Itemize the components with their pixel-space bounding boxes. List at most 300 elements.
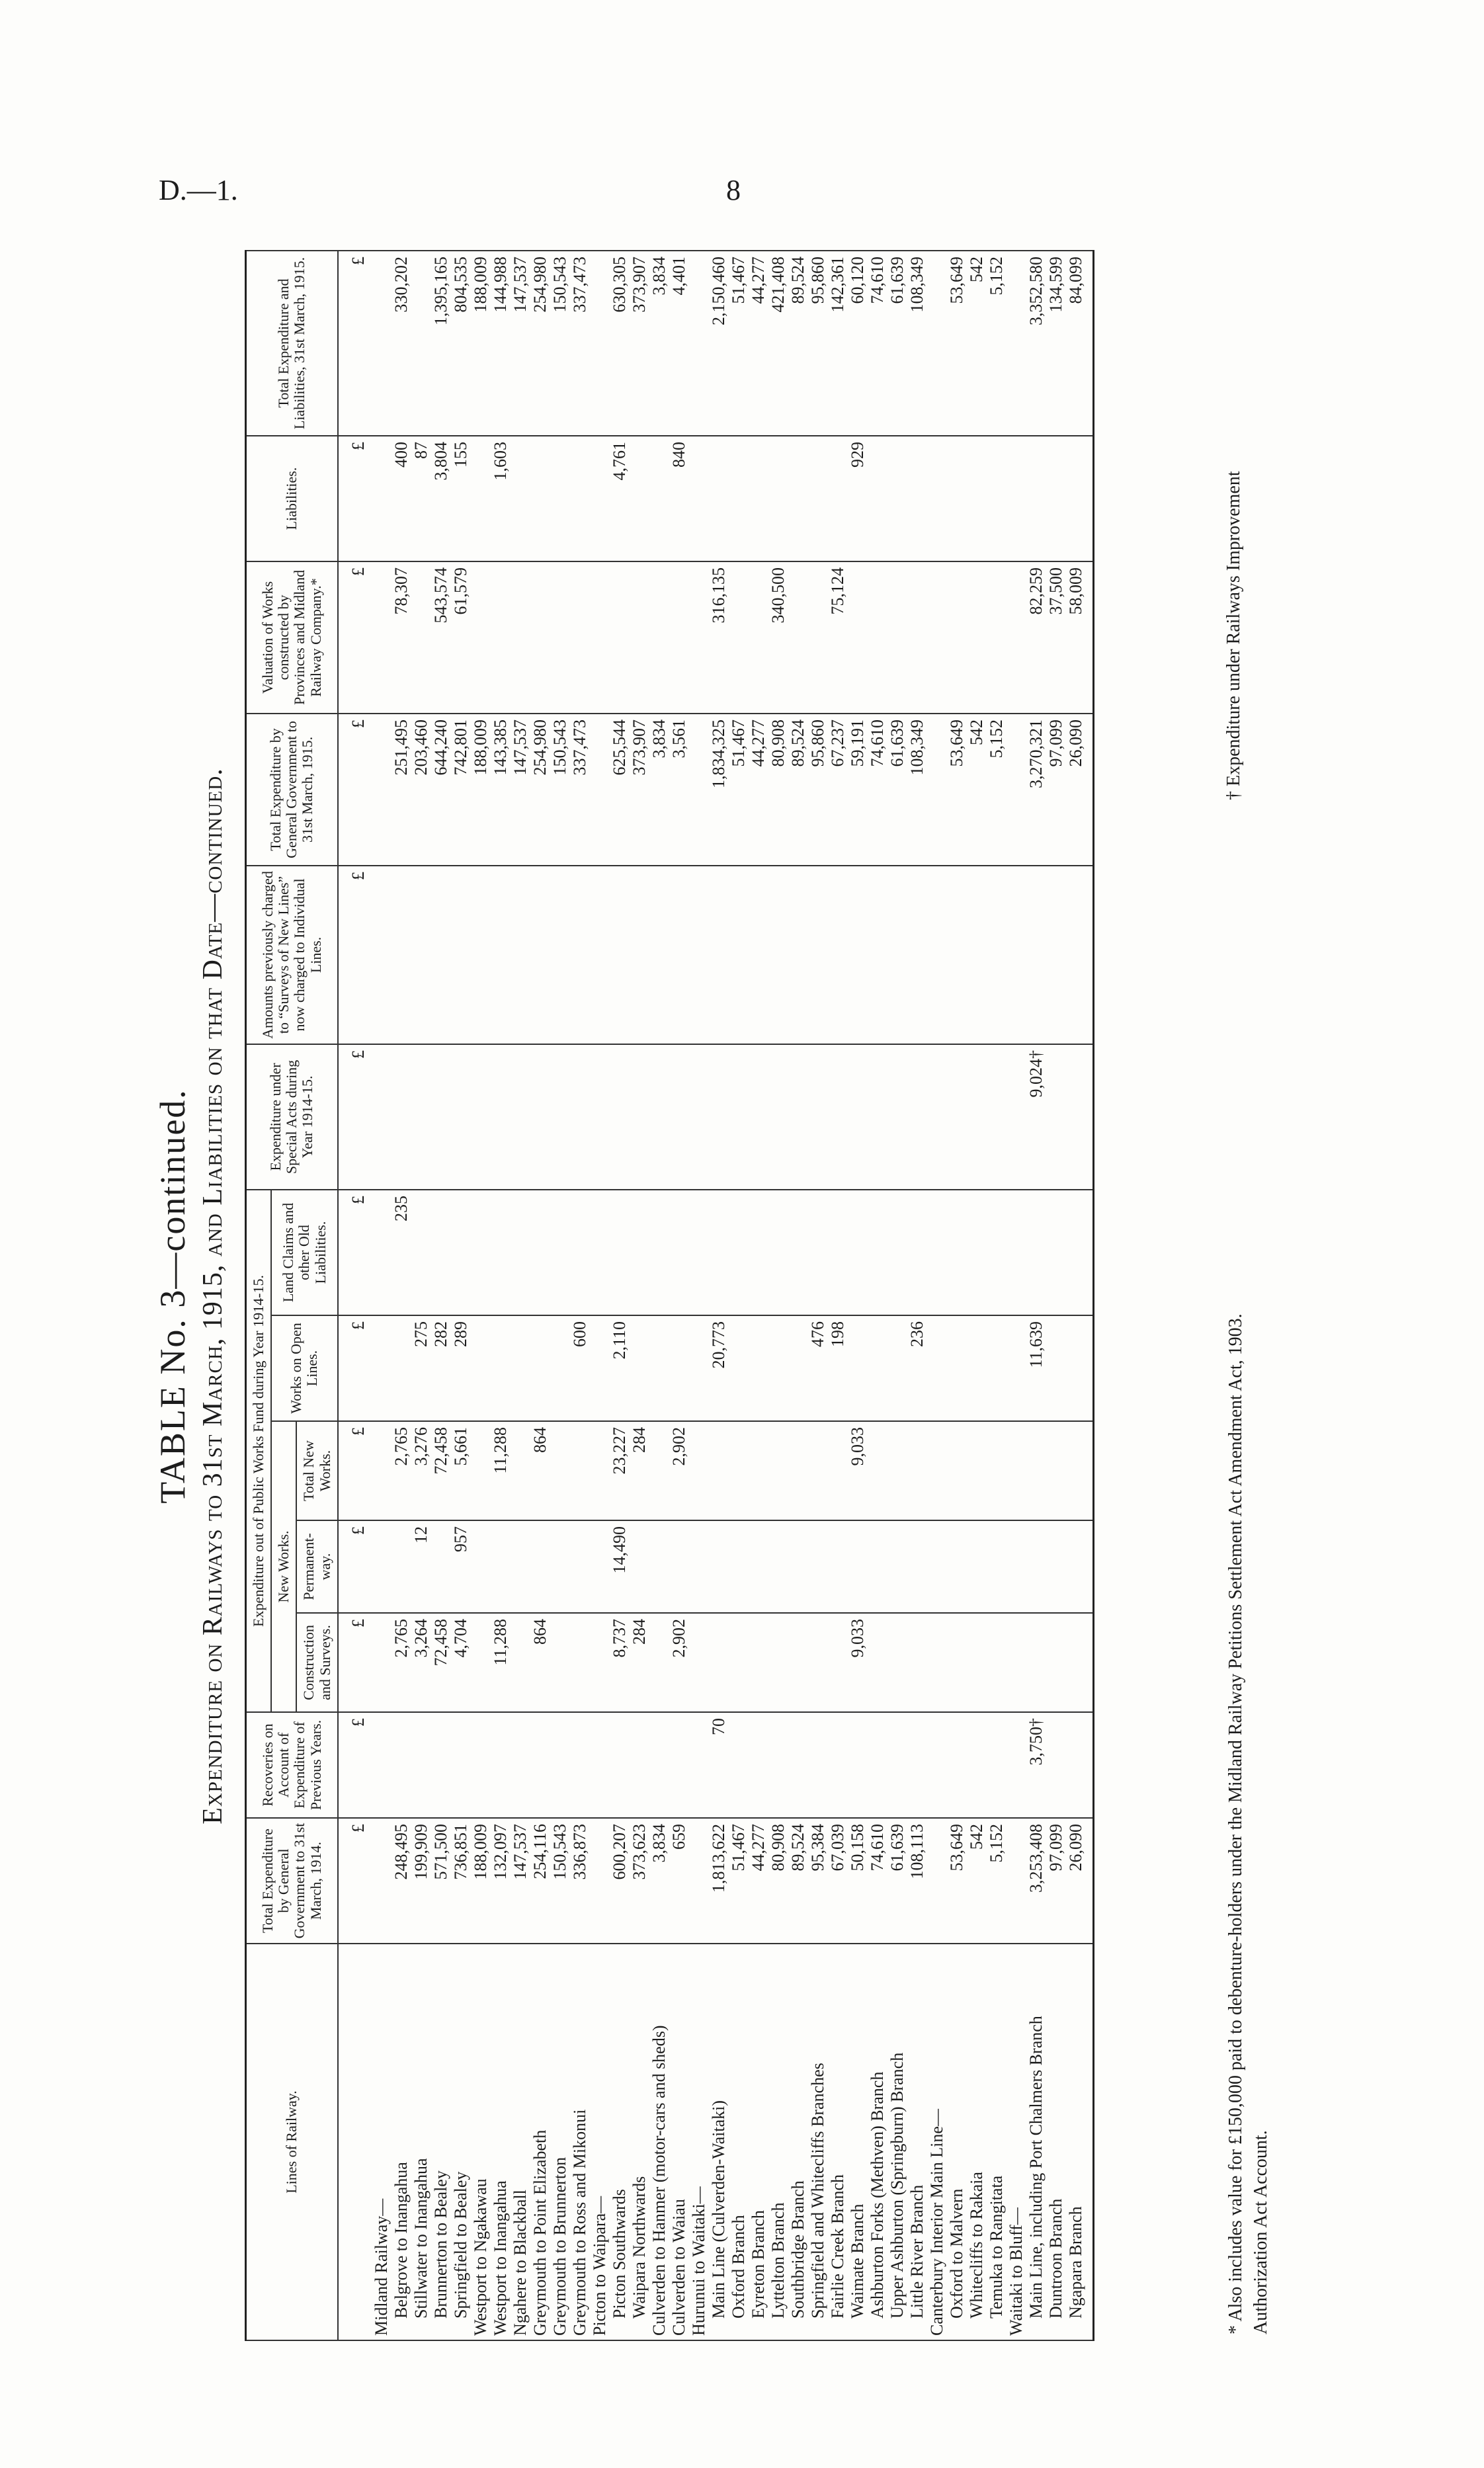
page-number: 8 [726,174,741,206]
value-cell [887,1613,907,1712]
value-cell: 11,288 [491,1421,511,1520]
value-cell [729,1712,749,1818]
value-cell [590,1520,610,1613]
value-cell: 75,124 [828,561,848,714]
value-cell [987,1190,1007,1315]
value-cell [590,1315,610,1421]
value-cell [471,1190,491,1315]
value-cell: 3,834 [649,714,669,866]
value-cell [372,1190,392,1315]
value-cell [491,1520,511,1613]
value-cell [471,866,491,1044]
value-cell [570,1421,590,1520]
value-cell: 2,110 [610,1315,630,1421]
value-cell: 8,737 [610,1613,630,1712]
table-row [530,251,550,2340]
value-cell [927,1315,947,1421]
value-cell [689,1315,709,1421]
line-name: Stillwater to Inangahua [411,1944,431,2340]
value-cell [649,1315,669,1421]
value-cell [372,1712,392,1818]
value-cell [689,714,709,866]
value-cell: 132,097 [491,1818,511,1944]
value-cell [689,1044,709,1190]
unit-cell: £ [338,1613,372,1712]
value-cell: 571,500 [431,1818,451,1944]
value-cell [868,1190,887,1315]
header-valuation: Valuation of Works constructed by Provinces and Midland Railway Company.* [246,561,338,714]
value-cell: 61,639 [887,251,907,436]
value-cell [1026,1190,1046,1315]
table-row [630,251,649,2340]
value-cell [669,1044,689,1190]
value-cell [590,1421,610,1520]
value-cell: 11,639 [1026,1315,1046,1421]
value-cell [868,436,887,561]
value-cell [927,1712,947,1818]
value-cell [828,866,848,1044]
value-cell [709,1421,729,1520]
value-cell: 542 [967,1818,987,1944]
value-cell [590,251,610,436]
table-row [590,251,610,2340]
value-cell [431,866,451,1044]
value-cell [610,561,630,714]
value-cell [749,866,768,1044]
value-cell [768,436,788,561]
header-liabilities: Liabilities. [246,436,338,561]
value-cell [689,1421,709,1520]
value-cell [1007,1613,1026,1712]
value-cell [610,1044,630,1190]
value-cell [689,866,709,1044]
value-cell: 659 [669,1818,689,1944]
value-cell: 644,240 [431,714,451,866]
value-cell [1026,1421,1046,1520]
table-row [868,251,887,2340]
value-cell [1046,1044,1066,1190]
value-cell [947,1712,967,1818]
value-cell [530,1044,550,1190]
value-cell [788,1190,808,1315]
value-cell [649,1421,669,1520]
value-cell: 44,277 [749,1818,768,1944]
value-cell [511,1044,530,1190]
value-cell: 235 [392,1190,411,1315]
value-cell [372,1044,392,1190]
unit-row [338,251,372,2340]
value-cell [788,1315,808,1421]
value-cell [649,1712,669,1818]
table-row [1026,251,1046,2340]
unit-cell: £ [338,1520,372,1613]
value-cell [887,1421,907,1520]
line-name: Fairlie Creek Branch [828,1944,848,2340]
value-cell [491,561,511,714]
value-cell [1046,866,1066,1044]
value-cell: 95,860 [808,251,828,436]
value-cell [530,1315,550,1421]
value-cell: 542 [967,251,987,436]
value-cell [788,1712,808,1818]
value-cell: 400 [392,436,411,561]
value-cell: 742,801 [451,714,471,866]
value-cell [530,561,550,714]
value-cell: 9,033 [848,1613,868,1712]
value-cell [451,1044,471,1190]
table-row [511,251,530,2340]
value-cell [511,436,530,561]
value-cell [887,1190,907,1315]
table-row [887,251,907,2340]
value-cell: 74,610 [868,251,887,436]
value-cell: 37,500 [1046,561,1066,714]
value-cell [768,1421,788,1520]
value-cell [491,866,511,1044]
value-cell [947,1613,967,1712]
value-cell: 3,270,321 [1026,714,1046,866]
value-cell: 282 [431,1315,451,1421]
value-cell [1046,436,1066,561]
line-name: Temuka to Rangitata [987,1944,1007,2340]
value-cell [392,1044,411,1190]
value-cell [411,1044,431,1190]
value-cell: 804,535 [451,251,471,436]
value-cell [729,561,749,714]
table-row [788,251,808,2340]
value-cell [471,436,491,561]
value-cell: 203,460 [411,714,431,866]
value-cell [689,1818,709,1944]
value-cell [511,1520,530,1613]
value-cell [530,1712,550,1818]
value-cell [570,1712,590,1818]
value-cell [630,1315,649,1421]
table-row [729,251,749,2340]
value-cell [848,1190,868,1315]
value-cell: 284 [630,1421,649,1520]
value-cell [907,1613,927,1712]
value-cell: 26,090 [1066,1818,1094,1944]
value-cell [967,561,987,714]
footnote-dagger: † Expenditure under Railways Improvement [1223,471,1244,800]
value-cell [828,1712,848,1818]
value-cell: 95,384 [808,1818,828,1944]
value-cell [808,1421,828,1520]
value-cell [1007,1315,1026,1421]
line-name: Little River Branch [907,1944,927,2340]
footnote-star [1223,1243,1274,2334]
value-cell [1007,561,1026,714]
value-cell [491,1190,511,1315]
value-cell: 67,039 [828,1818,848,1944]
unit-cell: £ [338,1712,372,1818]
value-cell [590,561,610,714]
header-total-new: Total New Works. [296,1421,337,1520]
table-row [927,251,947,2340]
value-cell: 95,860 [808,714,828,866]
value-cell [768,866,788,1044]
value-cell: 23,227 [610,1421,630,1520]
value-cell [987,1520,1007,1613]
table-row [411,251,431,2340]
value-cell: 150,543 [550,1818,570,1944]
value-cell: 373,907 [630,714,649,866]
value-cell [1007,1520,1026,1613]
line-name: Upper Ashburton (Springburn) Branch [887,1944,907,2340]
value-cell [570,866,590,1044]
line-name: Waitaki to Bluff— [1007,1944,1026,2340]
line-name: Culverden to Hanmer (motor-cars and sheds) [649,1944,669,2340]
value-cell: 74,610 [868,714,887,866]
value-cell [1007,1044,1026,1190]
value-cell: 97,099 [1046,714,1066,866]
value-cell [590,436,610,561]
value-cell: 80,908 [768,1818,788,1944]
value-cell: 5,661 [451,1421,471,1520]
value-cell: 11,288 [491,1613,511,1712]
value-cell [590,1712,610,1818]
line-name: Westport to Ngakawau [471,1944,491,2340]
value-cell [1007,1190,1026,1315]
value-cell [511,866,530,1044]
line-name: Main Line, including Port Chalmers Branch [1026,1944,1046,2340]
value-cell [570,1044,590,1190]
value-cell [610,1712,630,1818]
value-cell: 2,765 [392,1421,411,1520]
value-cell [788,1044,808,1190]
line-name: Picton Southwards [610,1944,630,2340]
value-cell: 108,349 [907,251,927,436]
value-cell [610,1190,630,1315]
value-cell [868,1613,887,1712]
value-cell [669,1520,689,1613]
value-cell [1066,866,1094,1044]
value-cell [828,1421,848,1520]
value-cell [669,1712,689,1818]
value-cell [729,1190,749,1315]
value-cell [987,1315,1007,1421]
value-cell [471,1044,491,1190]
value-cell: 108,349 [907,714,927,866]
header-new-works: New Works. [271,1421,296,1712]
table-row [431,251,451,2340]
line-name: Ngapara Branch [1066,1944,1094,2340]
value-cell: 147,537 [511,714,530,866]
value-cell: 61,639 [887,714,907,866]
value-cell [749,1044,768,1190]
line-name: Whitecliffs to Rakaia [967,1944,987,2340]
value-cell [649,1044,669,1190]
table-row [649,251,669,2340]
value-cell: 188,009 [471,1818,491,1944]
value-cell: 600,207 [610,1818,630,1944]
line-name: Greymouth to Ross and Mikonui [570,1944,590,2340]
value-cell: 53,649 [947,1818,967,1944]
value-cell [649,1190,669,1315]
line-name: Oxford Branch [729,1944,749,2340]
value-cell [868,1044,887,1190]
value-cell: 87 [411,436,431,561]
value-cell [749,1421,768,1520]
header-permanent-way: Permanent-way. [296,1520,337,1613]
value-cell [887,866,907,1044]
value-cell [947,1190,967,1315]
table-row [392,251,411,2340]
value-cell: 89,524 [788,1818,808,1944]
value-cell [927,866,947,1044]
value-cell: 82,259 [1026,561,1046,714]
value-cell [649,436,669,561]
value-cell [570,436,590,561]
value-cell [590,1044,610,1190]
value-cell [887,1520,907,1613]
unit-cell: £ [338,436,372,561]
header-total-1914: Total Expenditure by General Government to 31st March, 1914. [246,1818,338,1944]
unit-cell: £ [338,1818,372,1944]
table-row [907,251,927,2340]
value-cell [808,1712,828,1818]
value-cell [768,1520,788,1613]
value-cell: 72,458 [431,1613,451,1712]
value-cell [749,1712,768,1818]
header-surveys: Amounts previously charged to “Surveys of New Lines” now charged to Individual Lines. [246,866,338,1044]
value-cell [927,1421,947,1520]
value-cell [907,1421,927,1520]
value-cell: 254,980 [530,251,550,436]
value-cell [649,561,669,714]
value-cell [749,561,768,714]
value-cell [1066,1315,1094,1421]
value-cell: 4,761 [610,436,630,561]
value-cell [511,1190,530,1315]
value-cell: 336,873 [570,1818,590,1944]
value-cell [610,866,630,1044]
value-cell [630,436,649,561]
value-cell [689,1190,709,1315]
value-cell: 1,603 [491,436,511,561]
value-cell [967,1613,987,1712]
value-cell: 198 [828,1315,848,1421]
table-row [451,251,471,2340]
value-cell [828,1044,848,1190]
value-cell: 316,135 [709,561,729,714]
value-cell [927,1190,947,1315]
value-cell: 254,116 [530,1818,550,1944]
value-cell: 26,090 [1066,714,1094,866]
value-cell: 289 [451,1315,471,1421]
value-cell [788,866,808,1044]
value-cell: 840 [669,436,689,561]
value-cell [1046,1712,1066,1818]
value-cell: 108,113 [907,1818,927,1944]
value-cell: 476 [808,1315,828,1421]
value-cell [967,1520,987,1613]
value-cell: 542 [967,714,987,866]
value-cell [967,1712,987,1818]
value-cell [1007,1421,1026,1520]
value-cell [689,251,709,436]
value-cell [1007,714,1026,866]
value-cell [372,1818,392,1944]
value-cell [669,1315,689,1421]
value-cell [927,1044,947,1190]
value-cell: 600 [570,1315,590,1421]
line-name: Westport to Inangahua [491,1944,511,2340]
value-cell: 3,276 [411,1421,431,1520]
table-row [749,251,768,2340]
value-cell: 3,264 [411,1613,431,1712]
value-cell [669,1190,689,1315]
value-cell [887,561,907,714]
table-row [689,251,709,2340]
value-cell [511,1421,530,1520]
value-cell: 864 [530,1613,550,1712]
value-cell [749,1315,768,1421]
header-construction: Construction and Surveys. [296,1613,337,1712]
value-cell: 864 [530,1421,550,1520]
value-cell: 60,120 [848,251,868,436]
line-name: Picton to Waipara— [590,1944,610,2340]
line-name: Hurunui to Waitaki— [689,1944,709,2340]
value-cell [411,1712,431,1818]
value-cell: 9,024† [1026,1044,1046,1190]
value-cell [550,1315,570,1421]
value-cell [411,1190,431,1315]
value-cell [689,1613,709,1712]
value-cell: 630,305 [610,251,630,436]
value-cell [868,1315,887,1421]
value-cell [709,436,729,561]
value-cell [907,1190,927,1315]
value-cell [689,561,709,714]
value-cell: 3,253,408 [1026,1818,1046,1944]
value-cell [828,1190,848,1315]
value-cell [550,1190,570,1315]
value-cell: 70 [709,1712,729,1818]
value-cell [947,561,967,714]
table-title: TABLE No. 3—continued. [153,1089,192,1504]
value-cell: 147,537 [511,1818,530,1944]
table-row [610,251,630,2340]
value-cell: 67,237 [828,714,848,866]
value-cell [372,436,392,561]
value-cell [590,866,610,1044]
value-cell [768,1613,788,1712]
value-cell: 2,765 [392,1613,411,1712]
value-cell [749,436,768,561]
value-cell [550,1421,570,1520]
value-cell [471,561,491,714]
value-cell [649,1613,669,1712]
value-cell [907,1520,927,1613]
value-cell [768,1190,788,1315]
table-row [550,251,570,2340]
doc-reference: D.—1. [159,174,238,206]
table-row [669,251,689,2340]
value-cell [749,1190,768,1315]
value-cell: 50,158 [848,1818,868,1944]
header-special-acts: Expenditure under Special Acts during Year 1914-15. [246,1044,338,1190]
line-name: Belgrove to Inangahua [392,1944,411,2340]
table-row [768,251,788,2340]
value-cell [630,561,649,714]
value-cell [729,1520,749,1613]
value-cell: 2,150,460 [709,251,729,436]
value-cell [1066,1421,1094,1520]
value-cell [1066,1044,1094,1190]
value-cell [927,436,947,561]
